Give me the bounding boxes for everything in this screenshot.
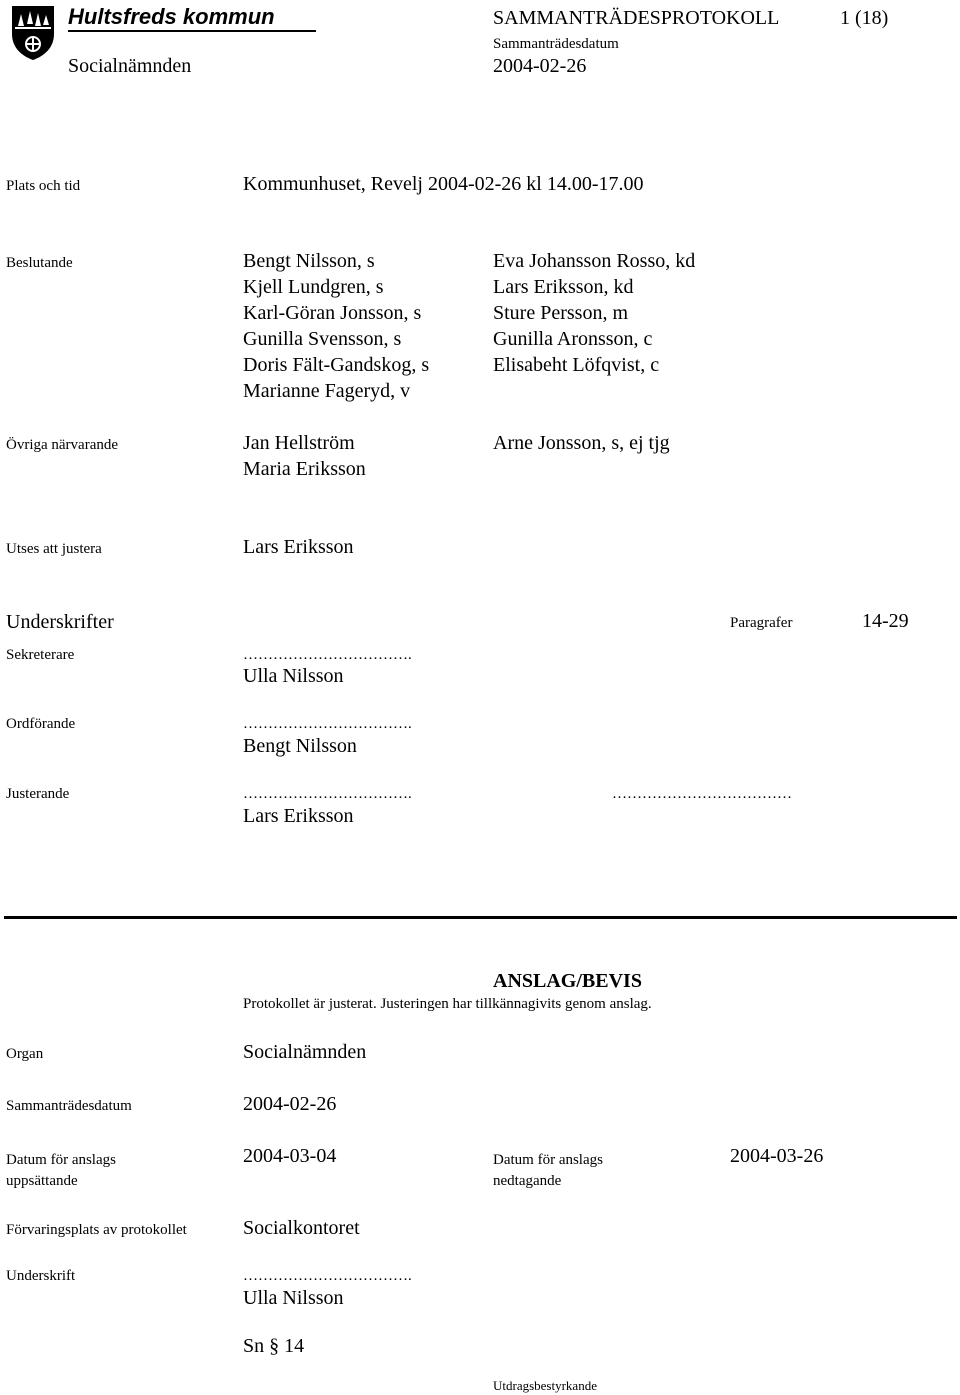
list-item: Kjell Lundgren, s (243, 276, 384, 298)
list-item: Bengt Nilsson, s (243, 250, 375, 272)
meeting-date: 2004-02-26 (493, 55, 587, 77)
document-title: SAMMANTRÄDESPROTOKOLL (493, 7, 780, 29)
list-item: Gunilla Svensson, s (243, 328, 402, 350)
signature-name: Ulla Nilsson (243, 1287, 344, 1309)
others-list-1 (243, 430, 366, 482)
others-list-2 (493, 430, 670, 456)
secretary-label: Sekreterare (6, 647, 75, 663)
page-number: 1 (18) (840, 7, 889, 29)
notice-meeting-date-value: 2004-02-26 (243, 1093, 337, 1115)
post-date-label: Datum för anslags uppsättande (6, 1152, 116, 1189)
adjust-value: Lars Eriksson (243, 536, 354, 558)
signature-line: ……………………………… (612, 786, 792, 802)
organ-label: Organ (6, 1046, 44, 1062)
signature-line: ……………………………. (243, 786, 412, 802)
list-item: Marianne Fageryd, v (243, 380, 411, 402)
list-item: Arne Jonsson, s, ej tjg (493, 432, 670, 454)
signature-line: ……………………………. (243, 647, 412, 663)
meeting-date-label: Sammanträdesdatum (493, 36, 619, 52)
decisive-list-1 (243, 248, 429, 404)
chair-label: Ordförande (6, 716, 76, 732)
signature-line: ……………………………. (243, 1268, 412, 1284)
post-date-value: 2004-03-04 (243, 1145, 337, 1167)
extract-certification-label: Utdragsbestyrkande (493, 1378, 597, 1393)
brand-name: Hultsfreds kommun (68, 4, 275, 29)
list-item: Eva Johansson Rosso, kd (493, 250, 696, 272)
storage-value: Socialkontoret (243, 1217, 360, 1239)
department-name: Socialnämnden (68, 55, 192, 77)
list-item: Elisabeht Löfqvist, c (493, 354, 660, 376)
signatures-heading: Underskrifter (6, 611, 114, 633)
chair-name: Bengt Nilsson (243, 735, 357, 757)
list-item: Gunilla Aronsson, c (493, 328, 653, 350)
signature-label: Underskrift (6, 1268, 76, 1284)
adjuster-label: Justerande (6, 786, 70, 802)
notice-title: ANSLAG/BEVIS (493, 970, 642, 992)
storage-label: Förvaringsplats av protokollet (6, 1222, 187, 1238)
list-item: Maria Eriksson (243, 458, 366, 480)
municipality-crest-icon (8, 4, 58, 62)
organ-value: Socialnämnden (243, 1041, 367, 1063)
list-item: Doris Fält-Gandskog, s (243, 354, 430, 376)
secretary-name: Ulla Nilsson (243, 665, 344, 687)
place-value: Kommunhuset, Revelj 2004-02-26 kl 14.00-17.00 (243, 173, 644, 195)
list-item: Jan Hellström (243, 432, 355, 454)
list-item: Karl-Göran Jonsson, s (243, 302, 422, 324)
reference-number: Sn § 14 (243, 1335, 305, 1357)
list-item: Sture Persson, m (493, 302, 628, 324)
notice-subtitle: Protokollet är justerat. Justeringen har tillkännagivits genom anslag. (243, 996, 652, 1012)
adjust-label: Utses att justera (6, 541, 102, 557)
list-item: Lars Eriksson, kd (493, 276, 634, 298)
adjuster-name: Lars Eriksson (243, 805, 354, 827)
paragraphs-label: Paragrafer (730, 615, 793, 631)
signature-line: ……………………………. (243, 716, 412, 732)
decisive-list-2 (493, 248, 695, 378)
brand-underline (68, 30, 316, 32)
others-label: Övriga närvarande (6, 437, 119, 453)
place-label: Plats och tid (6, 178, 81, 194)
remove-date-value: 2004-03-26 (730, 1145, 824, 1167)
section-divider (4, 916, 957, 919)
paragraphs-value: 14-29 (862, 610, 909, 632)
remove-date-label: Datum för anslags nedtagande (493, 1152, 603, 1189)
notice-meeting-date-label: Sammanträdesdatum (6, 1098, 132, 1114)
decisive-label: Beslutande (6, 255, 73, 271)
